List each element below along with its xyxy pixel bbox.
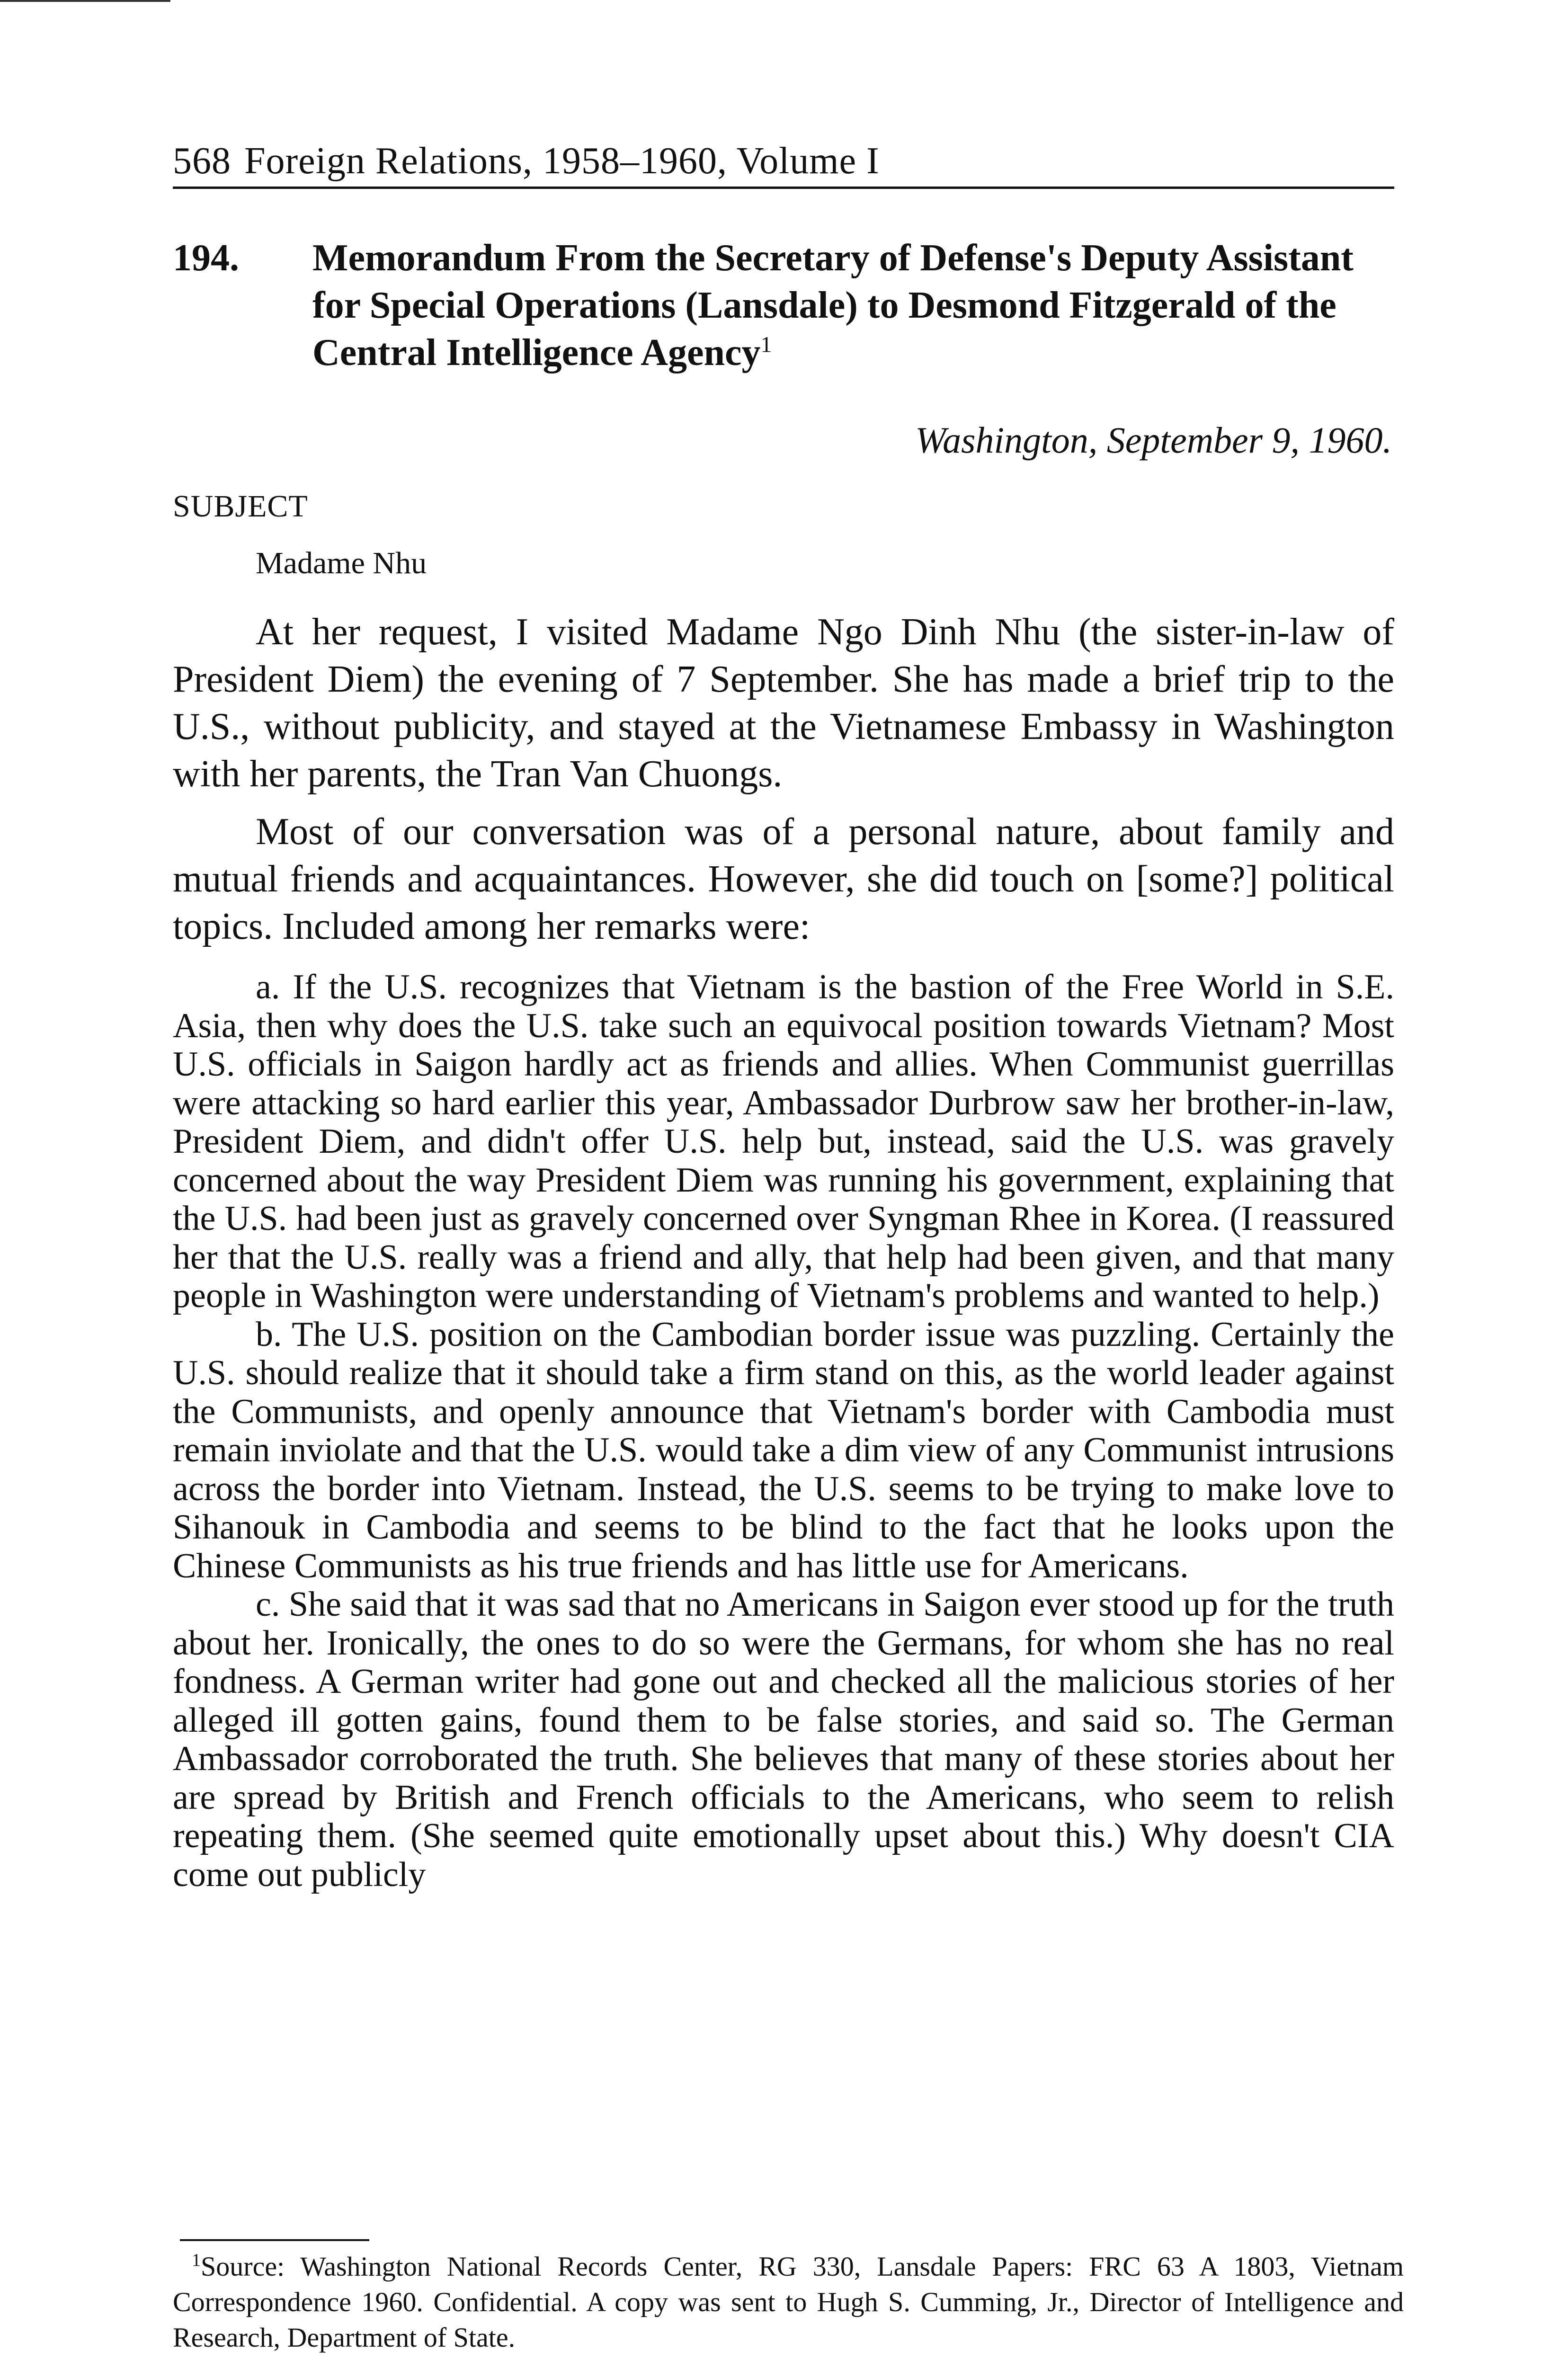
- dateline: Washington, September 9, 1960.: [915, 419, 1392, 461]
- document-title-text: Memorandum From the Secretary of Defense's Deputy Assistant for Special Operations (Lansdale) to Desmond Fitzgerald of the Central Intelligence Agency: [312, 237, 1354, 374]
- page-edge-line: [0, 0, 170, 2]
- footnote-text: Source: Washington National Records Center, RG 330, Lansdale Papers: FRC 63 A 1803, Vietnam Correspondence 1960. Confidential. A copy was sent to Hugh S. Cumming, Jr., Director of Intelligence and Research, Department of State.: [173, 2251, 1404, 2353]
- remark-item-b: b. The U.S. position on the Cambodian border issue was puzzling. Certainly the U.S. should realize that it should take a firm stand on this, as the world leader against the Communists, and openly announce that Vietnam's border with Cambodia must remain inviolate and that the U.S. would take a dim view of any Communist intrusions across the border into Vietnam. Instead, the U.S. seems to be trying to make love to Sihanouk in Cambodia and seems to be blind to the fact that he looks upon the Chinese Communists as his true friends and has little use for Americans.: [173, 1315, 1394, 1585]
- page-number: 568: [173, 140, 231, 182]
- remark-item-a: a. If the U.S. recognizes that Vietnam is the bastion of the Free World in S.E. Asia, then why does the U.S. take such an equivocal position towards Vietnam? Most U.S. officials in Saigon hardly act as friends and allies. When Communist guerrillas were attacking so hard earlier this year, Ambassador Durbrow saw her brother-in-law, President Diem, and didn't offer U.S. help but, instead, said the U.S. was gravely concerned about the way President Diem was running his government, explaining that the U.S. had been just as gravely concerned over Syngman Rhee in Korea. (I reassured her that the U.S. really was a friend and ally, that help had been given, and that many people in Washington were understanding of Vietnam's problems and wanted to help.): [173, 968, 1394, 1315]
- document-title: [312, 234, 1392, 376]
- document-number: 194.: [173, 237, 239, 279]
- remark-item-c: c. She said that it was sad that no Americans in Saigon ever stood up for the truth about her. Ironically, the ones to do so were the Germans, for whom she has no real fondness. A German writer had gone out and checked all the malicious stories of her alleged ill gotten gains, found them to be false stories, and said so. The German Ambassador corroborated the truth. She believes that many of these stories about her are spread by British and French officials to the Americans, who seem to relish repeating them. (She seemed quite emotionally upset about this.) Why doesn't CIA come out publicly: [173, 1585, 1394, 1894]
- footnote: [173, 2249, 1404, 2355]
- body-paragraph-2: Most of our conversation was of a personal nature, about family and mutual friends and acquaintances. However, she did touch on [some?] political topics. Included among her remarks were:: [173, 811, 1394, 947]
- running-head: [173, 137, 1394, 189]
- title-footnote-marker: 1: [760, 332, 772, 357]
- footnote-marker: 1: [192, 2250, 201, 2270]
- footnote-divider: [180, 2239, 369, 2241]
- subject-value: Madame Nhu: [256, 546, 427, 580]
- subject-label: SUBJECT: [173, 489, 308, 524]
- memo-body: [173, 608, 1394, 1894]
- volume-title: Foreign Relations, 1958–1960, Volume I: [244, 140, 880, 182]
- body-paragraph-1: At her request, I visited Madame Ngo Dinh Nhu (the sister-in-law of President Diem) the evening of 7 September. She has made a brief trip to the U.S., without publicity, and stayed at the Vietnamese Embassy in Washington with her parents, the Tran Van Chuongs.: [173, 611, 1394, 795]
